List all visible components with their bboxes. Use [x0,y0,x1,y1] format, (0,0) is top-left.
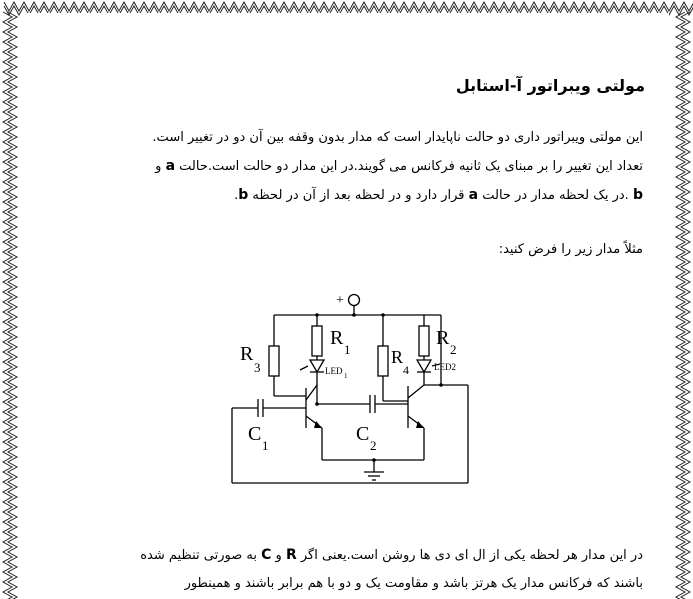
state-b-label: b [632,187,643,203]
paragraph-example: مثلاً مدار زیر را فرض کنید: [498,242,643,257]
state-a-label: a [165,158,176,174]
paragraph-intro [83,124,643,210]
paragraph-explanation [83,541,643,598]
r3-subscript: 3 [254,360,261,375]
explanation-line-1a: در این مدار هر لحظه یکی از ال ای دی ها روشن است.یعنی اگر [300,548,643,563]
r4-subscript: 4 [403,363,409,377]
supply-plus-label: + [336,293,344,308]
r2-label: R [436,327,450,349]
state-b-label-2: b [238,187,249,203]
explanation-line-2: باشند که فرکانس مدار یک هرتز باشد و مقاومت یک و دو با هم برابر باشند و همینطور [184,576,643,591]
explanation-line-1c: به صورتی تنظیم شده [140,548,257,563]
intro-line-3a: .در یک لحظه مدار در حالت [482,188,629,203]
led2-label: LED2 [434,362,456,372]
c2-subscript: 2 [370,438,377,453]
intro-line-1: این مولتی ویبراتور داری دو حالت ناپایدار است که مدار بدون وقفه بین آن دو در تغییر است. [152,130,643,145]
r3-label: R [240,343,254,365]
intro-line-2b: و [155,159,162,174]
r1-subscript: 1 [344,342,351,357]
page-title: مولتی ویبراتور آ-استابل [455,76,645,95]
intro-line-3-end: . [234,188,239,203]
c2-label: C [356,423,370,445]
r-symbol: R [285,547,297,563]
c1-subscript: 1 [262,438,269,453]
state-a-label-2: a [468,187,479,203]
astable-multivibrator-circuit [226,288,484,488]
r4-label: R [391,347,404,367]
c-symbol: C [261,547,272,563]
explanation-line-1b: و [275,548,282,563]
led1-subscript: 1 [344,372,348,380]
c1-label: C [248,423,262,445]
r2-subscript: 2 [450,342,457,357]
intro-line-2a: تعداد این تغییر را بر مبنای یک ثانیه فرکانس می گویند.در این مدار دو حالت است.حالت [179,159,643,174]
r1-label: R [330,327,344,349]
intro-line-3b: قرار دارد و در لحظه بعد از آن در لحظه [252,188,465,203]
led1-label: LED [325,366,343,376]
